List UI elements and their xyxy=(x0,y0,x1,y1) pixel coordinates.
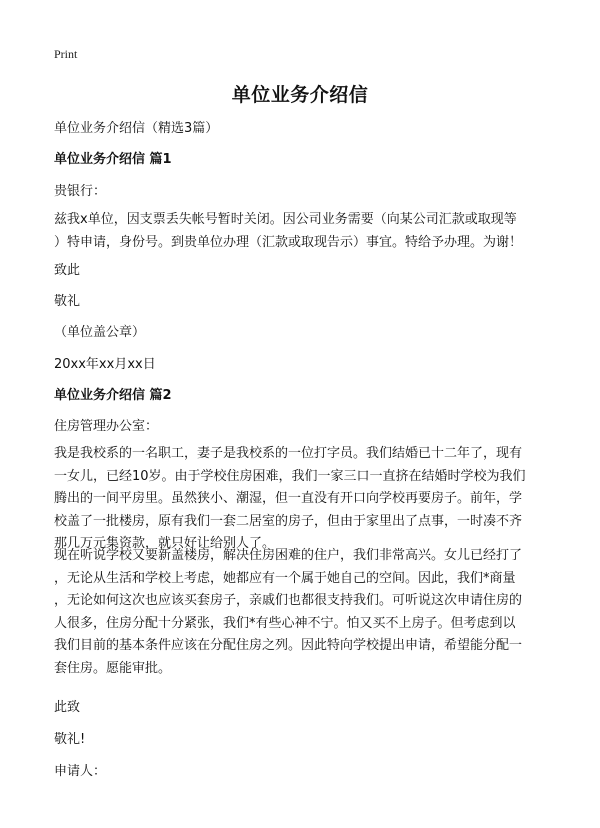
section2-paragraph1 xyxy=(54,443,546,556)
section2-closing1: 此致 xyxy=(54,700,81,715)
section2-applicant: 申请人： xyxy=(54,764,107,779)
section2-paragraph2 xyxy=(54,545,546,680)
section1-seal: （单位盖公章） xyxy=(54,325,146,340)
section2-p2-line: 现在听说学校又要新盖楼房，解决住房困难的住户，我们非常高兴。女儿已经打了 xyxy=(54,548,523,563)
print-label[interactable]: Print xyxy=(54,47,78,61)
section2-p2-line: 套住房。愿能审批。 xyxy=(54,660,172,676)
section2-p1-line: 校盖了一批楼房，原有我们一套二居室的房子，但由于家里出了点事，一时凑不齐 xyxy=(54,513,523,529)
section2-p1-line: 我是我校系的一名职工，妻子是我校系的一位打字员。我们结婚已十二年了，现有 xyxy=(54,446,523,461)
section1-heading: 单位业务介绍信 篇1 xyxy=(54,152,172,167)
section2-heading: 单位业务介绍信 篇2 xyxy=(54,388,172,403)
section2-greeting: 住房管理办公室： xyxy=(54,419,159,434)
section2-p2-line: 我们目前的基本条件应该在分配住房之列。因此特向学校提出申请，希望能分配一 xyxy=(54,638,523,653)
section2-p1-line: 那几万元集资款，就只好让给别人了。 xyxy=(54,536,276,551)
page-title: 单位业务介绍信 xyxy=(231,84,369,106)
section1-greeting: 贵银行： xyxy=(54,184,107,199)
section1-body-line: ）特申请，身份号。到贵单位办理（汇款或取现告示）事宜。特给予办理。为谢！ xyxy=(54,234,523,250)
section1-body-line: 兹我x单位，因支票丢失帐号暂时关闭。因公司业务需要（向某公司汇款或取现等 xyxy=(54,212,517,227)
section2-closing2: 敬礼! xyxy=(54,732,86,747)
section2-p2-line: ，无论从生活和学校上考虑，她都应有一个属于她自己的空间。因此，我们*商量 xyxy=(54,570,516,586)
section1-closing2: 敬礼 xyxy=(54,294,81,309)
subtitle: 单位业务介绍信（精选3篇） xyxy=(54,121,219,136)
section1-body xyxy=(54,209,546,254)
section1-date: 20xx年xx月xx日 xyxy=(54,357,156,372)
section2-p1-line: 一女儿，已经10岁。由于学校住房困难，我们一家三口一直挤在结婚时学校为我们 xyxy=(54,468,526,484)
section1-closing1: 致此 xyxy=(54,263,81,278)
section2-p1-line: 腾出的一间平房里。虽然狭小、潮湿，但一直没有开口向学校再要房子。前年，学 xyxy=(54,491,523,506)
section2-p2-line: ，无论如何这次也应该买套房子，亲戚们也都很支持我们。可听说这次申请住房的 xyxy=(54,593,523,608)
section2-p2-line: 人很多，住房分配十分紧张，我们*有些心神不宁。怕又买不上房子。但考虑到以 xyxy=(54,615,516,631)
